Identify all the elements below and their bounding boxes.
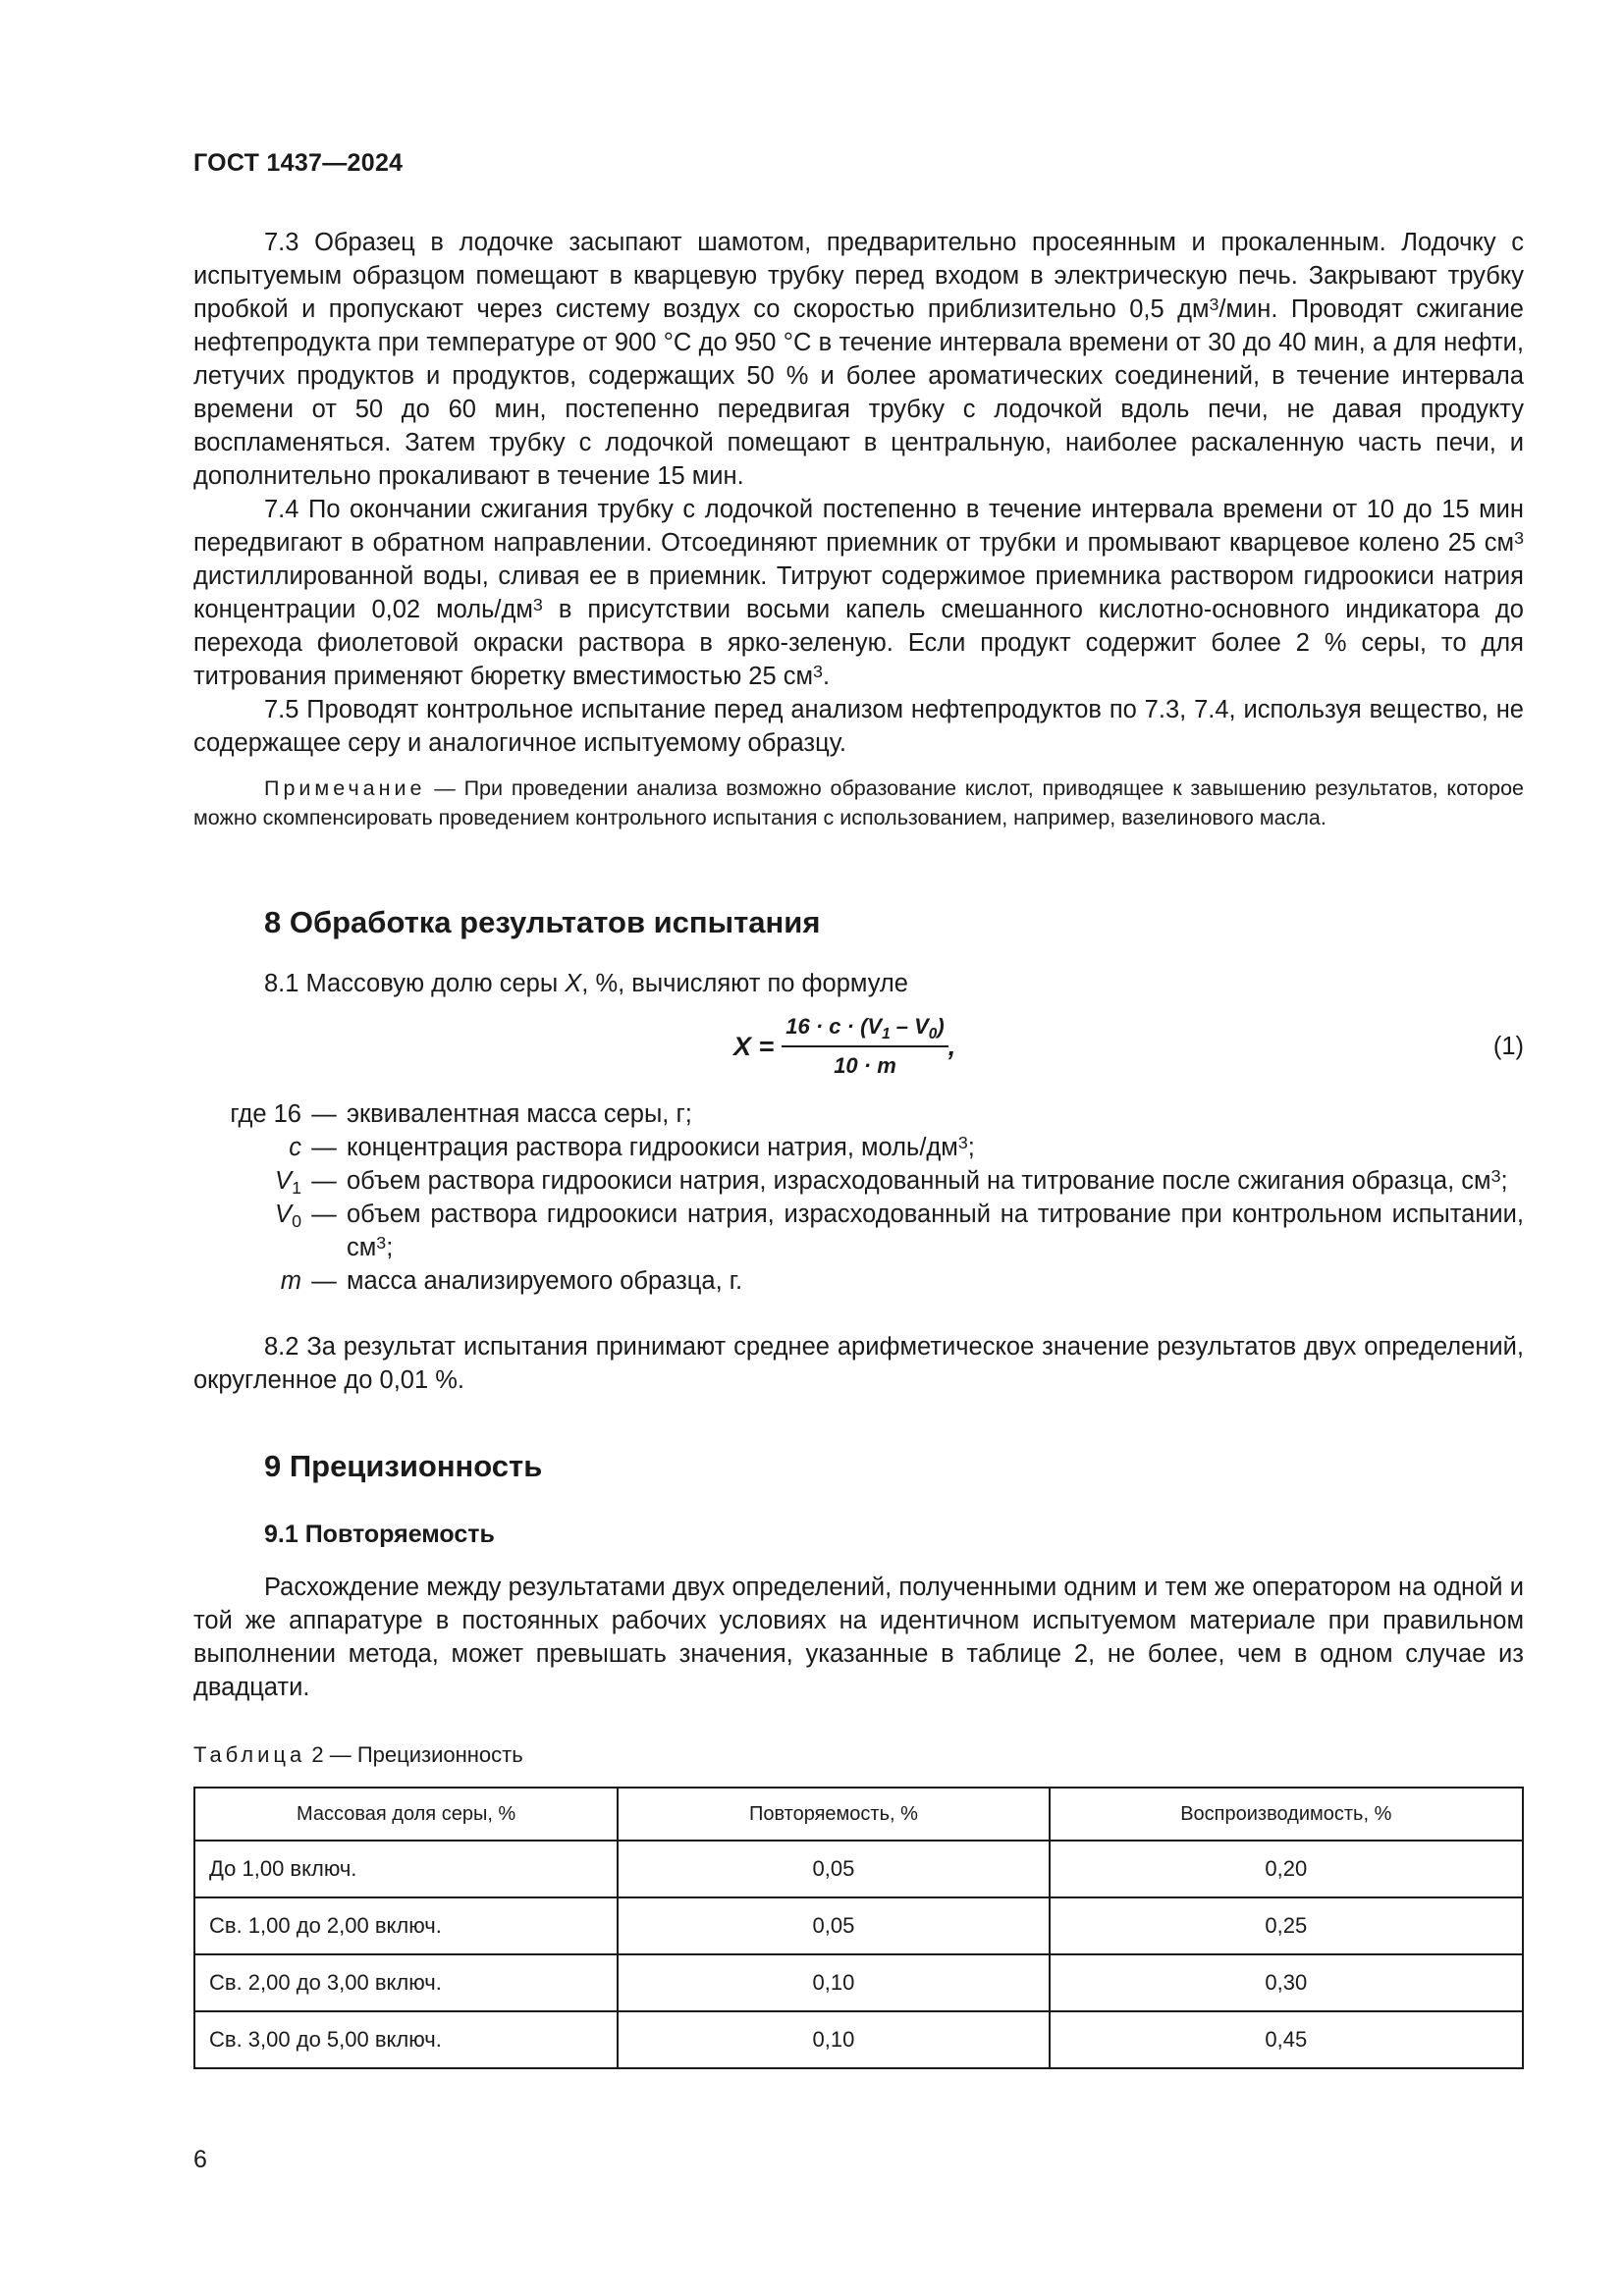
section-8-text (193, 967, 1524, 1089)
where-dash: — (311, 1167, 337, 1195)
section-9-heading: 9 Прецизионность (264, 1449, 543, 1483)
where-description: концентрация раствора гидроокиси натрия, моль/$дм^3$; (347, 1132, 975, 1161)
formula-denominator: 10 · m (834, 1053, 896, 1078)
where-symbol: где 16 (230, 1100, 301, 1128)
table-header-cell: Повторяемость, % (618, 1788, 1049, 1841)
table-cell: Св. 3,00 до 5,00 включ. (194, 2011, 618, 2068)
equation-number: (1) (1492, 1033, 1524, 1060)
where-dash: — (311, 1201, 337, 1228)
where-description: эквивалентная масса серы, г; (347, 1100, 692, 1128)
where-list (193, 1097, 1524, 1298)
section-8-heading: 8 Обработка результатов испытания (264, 905, 821, 939)
paragraph-7-3: 7.3 Образец в лодочке засыпают шамотом, предварительно просеянным и прокаленным. Лодочку с испытуемым образцом помещают в кварцевую трубку перед входом в электрическую печь. Закрывают трубку пробкой и пропускают через систему воздух со скоростью приблизительно 0,5 $дм^3$/мин. Проводят сжигание нефтепродукта при температуре от 900 °С до 950 °С в течение интервала времени от 30 до 40 мин, а для нефти, летучих продуктов и продуктов, содержащих 50 % и более ароматических соединений, в течение интервала времени от 50 до 60 мин, постепенно передвигая трубку с лодочкой вдоль печи, не давая продукту воспламеняться. Затем трубку с лодочкой помещают в центральную, наиболее раскаленную часть печи, и дополнительно прокаливают в течение 15 мин. (193, 229, 1524, 490)
precision-table-container (193, 1787, 1524, 2069)
paragraph-8-2-block (193, 1330, 1524, 1397)
table-header-cell: Воспроизводимость, % (1050, 1788, 1523, 1841)
paragraph-7-5: 7.5 Проводят контрольное испытание перед анализом нефтепродуктов по 7.3, 7.4, используя вещество, не содержащее серу и аналогичное испытуемому образцу. (193, 696, 1524, 757)
table-header-cell: Массовая доля серы, % (194, 1788, 618, 1841)
where-symbol: $V_1$ (275, 1167, 301, 1199)
table-cell: 0,45 (1050, 2011, 1523, 2068)
where-item (193, 1164, 1524, 1198)
table-cell: 0,10 (618, 1954, 1049, 2011)
table-cell: 0,30 (1050, 1954, 1523, 2011)
table-row (194, 1954, 1523, 2011)
where-description: объем раствора гидроокиси натрия, израсходованный на титрование при контрольном испытании, $см^3$; (347, 1201, 1524, 1261)
where-symbol: m (280, 1267, 301, 1295)
table-cell: 0,05 (618, 1841, 1049, 1897)
where-symbol: c (289, 1134, 301, 1161)
page-number: 6 (193, 2146, 207, 2173)
table-row (194, 2011, 1523, 2068)
section-9-text (193, 1571, 1524, 1704)
paragraph-8-2: 8.2 За результат испытания принимают среднее арифметическое значение результатов двух определений, округленное до 0,01 %. (193, 1333, 1524, 1394)
table-cell: 0,20 (1050, 1841, 1523, 1897)
table-cell: 0,05 (618, 1897, 1049, 1954)
section-7-text (193, 226, 1524, 832)
where-symbol: $V_0$ (275, 1201, 301, 1232)
note-label: Примечание (264, 776, 426, 800)
where-description: объем раствора гидроокиси натрия, израсходованный на титрование после сжигания образца, $см^3$; (347, 1165, 1508, 1195)
paragraph-8-1: 8.1 Массовую долю серы X, %, вычисляют по формуле (264, 970, 908, 997)
table-cell: 0,25 (1050, 1897, 1523, 1954)
formula-row (193, 1010, 1524, 1089)
where-item (193, 1198, 1524, 1264)
paragraph-7-4: 7.4 По окончании сжигания трубку с лодочкой постепенно в течение интервала времени от 10 до 15 мин передвигают в обратном направлении. Отсоединяют приемник от трубки и промывают кварцевое колено 25 $см^3$ дистиллированной воды, сливая ее в приемник. Титруют содержимое приемника раствором гидроокиси натрия концентрации 0,02 моль/$дм^3$ в присутствии восьми капель смешанного кислотно-основного индикатора до перехода фиолетовой окраски раствора в ярко-зеленую. Если продукт содержит более 2 % серы, то для титрования применяют бюретку вместимостью 25 $см^3$. (193, 496, 1524, 690)
where-dash: — (311, 1134, 337, 1161)
table-cell: Св. 1,00 до 2,00 включ. (194, 1897, 618, 1954)
table-caption: Таблица 2 — Прецизионность (193, 1742, 523, 1767)
table-cell: 0,10 (618, 2011, 1049, 2068)
formula-numerator: $16 \cdot c \cdot (V_1 - V_0)$ (782, 1010, 947, 1047)
where-dash: — (311, 1267, 337, 1295)
where-item (193, 1264, 1524, 1298)
paragraph-9-1: Расхождение между результатами двух определений, полученными одним и тем же оператором на одной и той же аппаратуре в постоянных рабочих условиях на идентичном испытуемом материале при правильном выполнении метода, может превышать значения, указанные в таблице 2, не более, чем в одном случае из двадцати. (193, 1574, 1524, 1701)
table-header-row (194, 1788, 1523, 1841)
where-item (193, 1097, 1524, 1131)
table-cell: До 1,00 включ. (194, 1841, 618, 1897)
where-description: масса анализируемого образца, г. (347, 1267, 743, 1295)
document-header: ГОСТ 1437—2024 (193, 149, 404, 177)
formula-fraction (782, 1010, 947, 1083)
table-row (194, 1897, 1523, 1954)
precision-table (193, 1787, 1524, 2069)
table-cell: Св. 2,00 до 3,00 включ. (194, 1954, 618, 2011)
subsection-9-1-heading: 9.1 Повторяемость (264, 1521, 495, 1548)
table-row (194, 1841, 1523, 1897)
where-dash: — (311, 1100, 337, 1128)
table-body (194, 1841, 1523, 2068)
formula-1: X = $\frac{16 \cdot c \cdot (V_1 - V_0)}{10 \cdot m}$ , (733, 1010, 955, 1083)
where-item (193, 1131, 1524, 1164)
note: Примечание — При проведении анализа возможно образование кислот, приводящее к завышению результатов, которое можно скомпенсировать проведением контрольного испытания с использованием, например, вазелинового масла. (193, 776, 1524, 829)
